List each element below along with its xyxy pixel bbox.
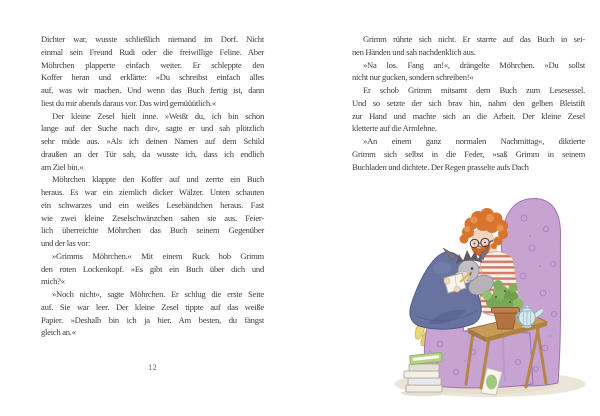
- text-line: Möhrchen plapperte einfach weiter. Er schleppte den: [41, 59, 264, 70]
- text-line: liest du mir abends daraus vor. Das wird gemüüütlich.«: [41, 97, 216, 108]
- text-line: heraus. Es war ein ziemlich dicker Wälzer. Unten schauten: [41, 187, 264, 197]
- right-text-column: [352, 33, 585, 173]
- text-line: »An einem ganz normalen Nachmittag«, diktierte: [363, 136, 585, 146]
- text-line: Möhrchen klappte den Koffer auf und zerrte ein Buch: [52, 174, 264, 185]
- hand: [454, 286, 460, 292]
- text-line: auf. Sie war leer. Der kleine Zesel tippte auf das weiße: [41, 301, 264, 312]
- text-line: Er schob Grimm mitsamt dem Buch zum Lesesessel.: [363, 85, 585, 95]
- text-line: Papier. »Deshalb bin ich ja hier. Am besten, du fängst: [41, 314, 264, 325]
- text-line: einmal sein Freund Rudi oder die freiwillige Feline. Aber: [41, 46, 264, 57]
- text-line: wie zwei kleine Zeselschwänzchen sahen sie aus. Feier-: [41, 212, 264, 223]
- text-line: Grimm rührte sich nicht. Er starrte auf das Buch in sei-: [363, 34, 585, 44]
- text-line: Buchladen und dichtete. Der Regen prasselte aufs Dach: [352, 161, 529, 172]
- text-line: »Na los. Fang an!«, drängelte Möhrchen. »Du sollst: [363, 59, 585, 70]
- text-line: sehr müde aus. »Als ich deinen Namen auf dem Schild: [41, 136, 264, 146]
- text-line: und der las vor:: [41, 238, 91, 248]
- text-line: nicht nur gucken, sondern schreiben!«: [352, 72, 474, 83]
- text-line: »Noch nicht«, sagte Möhrchen. Er schlug die erste Seite: [52, 289, 264, 299]
- left-text-column: [41, 33, 264, 339]
- text-line: lange auf der Suche nach dir«, sagte er und sah plötzlich: [41, 123, 264, 134]
- text-line: Und so setzte der sich brav hin, nahm den gelben Bleistift: [352, 97, 585, 108]
- text-line: kletterte auf die Armlehne.: [352, 123, 437, 134]
- illustration: [340, 196, 600, 416]
- text-line: ein schwarzes und ein weißes Lesebändchen heraus. Fast: [41, 199, 264, 210]
- text-line: Dichter war, wusste schließlich niemand im Dorf. Nicht: [41, 34, 264, 44]
- hand: [444, 278, 450, 284]
- text-line: mich?«: [41, 276, 65, 287]
- flower-pot: [494, 311, 517, 329]
- text-line: zur Hand und machte sich an die Arbeit. Der kleine Zesel: [352, 110, 585, 121]
- zesel-eye: [471, 267, 474, 270]
- page-number: 12: [147, 362, 158, 372]
- text-line: Koffer heran und erklärte: »Du schreibst einfach alles: [41, 72, 264, 83]
- text-line: Grimm sich selbst in die Feder, »saß Grimm in seinem: [352, 148, 585, 159]
- text-line: lich überreichte Möhrchen das Buch seinem Gegenüber: [41, 225, 264, 236]
- text-line: draußen an der Tür sah, da wusste ich, dass ich endlich: [41, 148, 264, 159]
- text-line: Der kleine Zesel hielt inne. »Weißt du, ich bin schon: [52, 110, 264, 121]
- text-line: nen Händen und sah nachdenklich aus.: [352, 46, 476, 57]
- text-line: »Grimms Möhrchen.« Mit einem Ruck hob Grimm: [52, 250, 264, 261]
- text-line: auf, was wir machen. Und wenn das Buch fertig ist, dann: [41, 85, 264, 95]
- text-line: gleich an.«: [41, 327, 76, 338]
- text-line: den roten Lockenkopf. »Es gibt ein Buch über dich und: [41, 263, 264, 274]
- text-line: am Ziel bin.«: [41, 161, 84, 172]
